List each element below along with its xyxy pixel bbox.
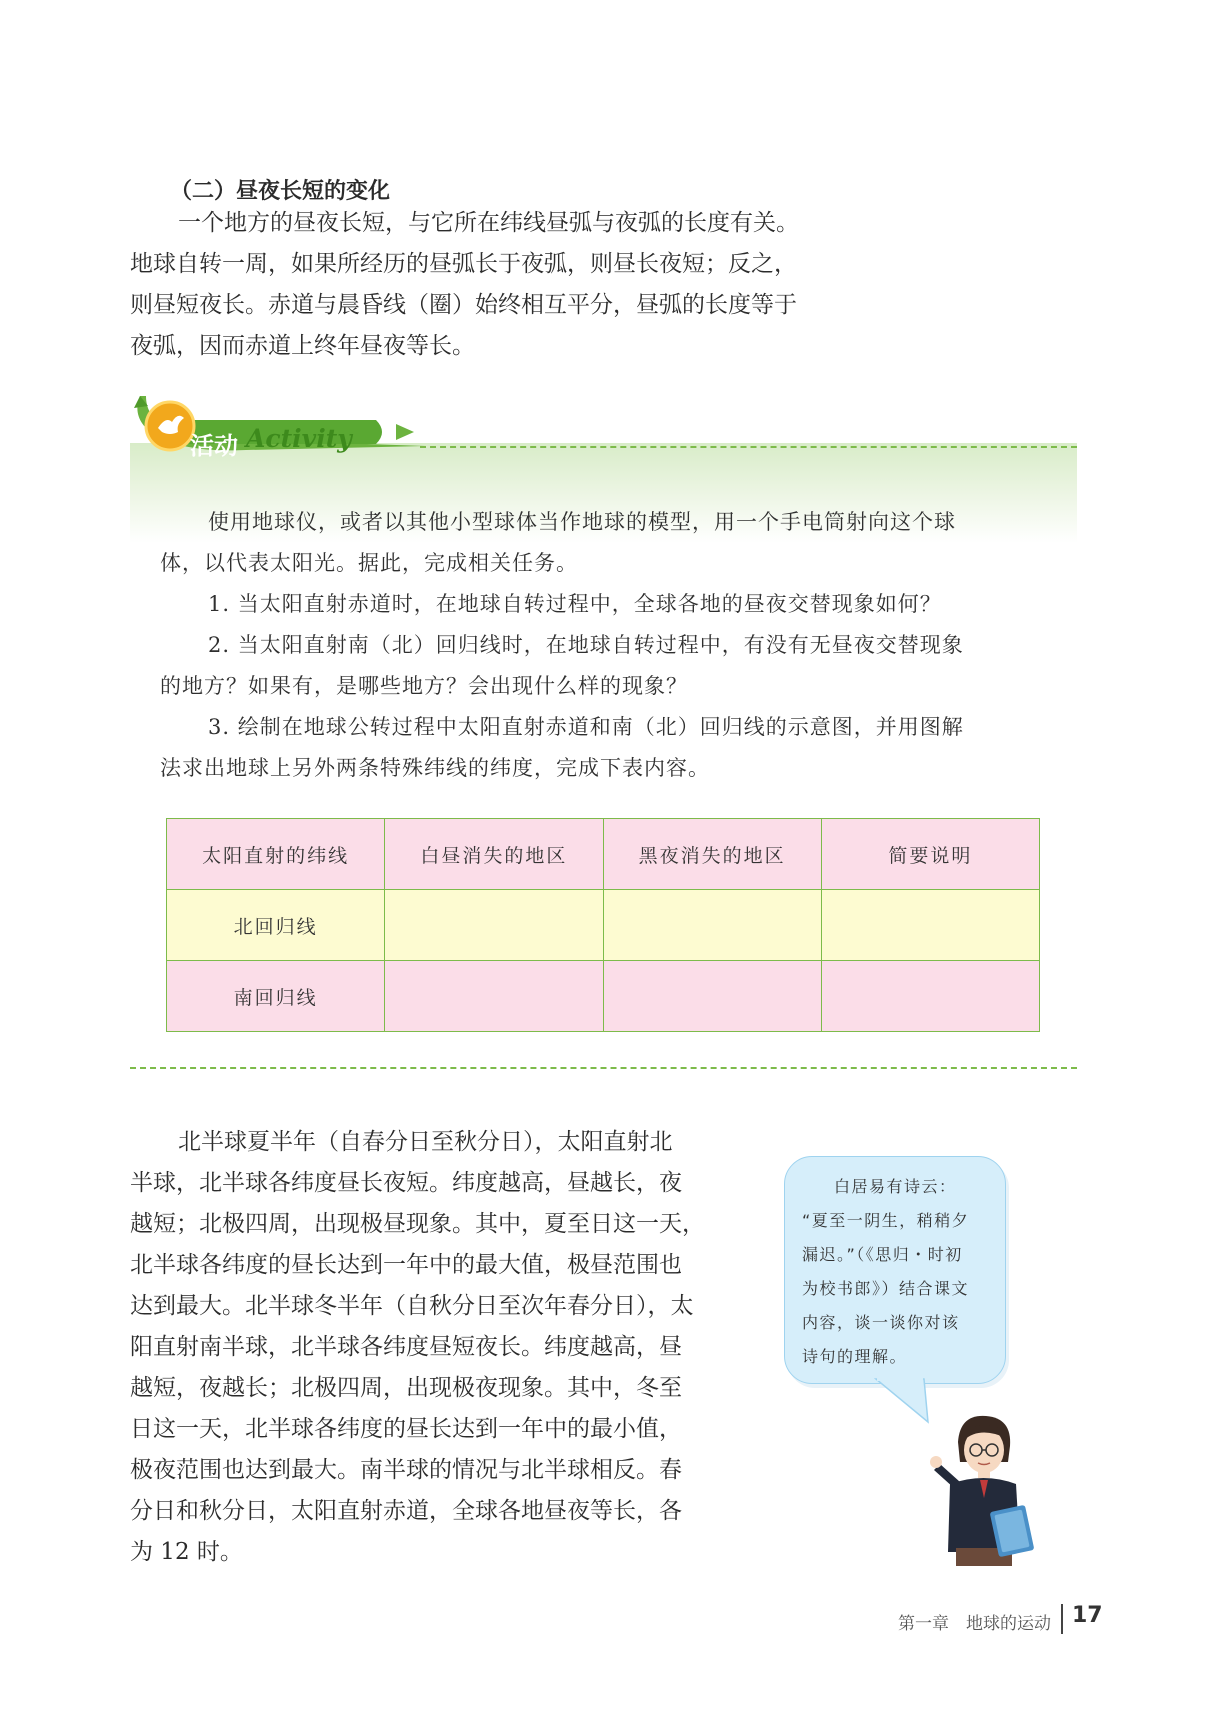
text-line: 越短；北极四周，出现极昼现象。其中，夏至日这一天， — [130, 1211, 705, 1237]
text-line: 分日和秋分日，太阳直射赤道，全球各地昼夜等长，各 — [130, 1498, 682, 1524]
activity-label-en: Activity — [246, 424, 352, 453]
chapter-title: 第一章 地球的运动 — [898, 1614, 1051, 1634]
text-line: 半球，北半球各纬度昼长夜短。纬度越高，昼越长，夜 — [130, 1170, 682, 1196]
table-cell-empty[interactable] — [821, 961, 1039, 1032]
text-line: 达到最大。北半球冬半年（自秋分日至次年春分日），太 — [130, 1293, 694, 1319]
question-3: 3. 绘制在地球公转过程中太阳直射赤道和南（北）回归线的示意图，并用图解 — [208, 715, 964, 739]
body-paragraph — [130, 1122, 740, 1573]
table-header-row — [167, 819, 1040, 890]
bubble-text — [802, 1170, 997, 1374]
activity-bottom-divider — [130, 1067, 1077, 1069]
text-line: 日这一天，北半球各纬度的昼长达到一年中的最小值， — [130, 1416, 682, 1442]
text-line: 漏迟。”（《思归・时初 — [802, 1245, 963, 1264]
text-line: 一个地方的昼夜长短，与它所在纬线昼弧与夜弧的长度有关。 — [178, 210, 799, 236]
text-line: 内容，谈一谈你对该 — [802, 1313, 960, 1332]
text-line: 白居易有诗云： — [834, 1177, 957, 1196]
text-line: 为 12 时。 — [130, 1539, 243, 1565]
student-illustration — [920, 1412, 1040, 1572]
activity-label-cn: 活动 — [190, 432, 238, 460]
text-line: 北半球各纬度的昼长达到一年中的最大值，极昼范围也 — [130, 1252, 682, 1278]
question-1: 1. 当太阳直射赤道时，在地球自转过程中，全球各地的昼夜交替现象如何？ — [208, 592, 942, 616]
section-title: （二）昼夜长短的变化 — [170, 179, 391, 204]
table-header-cell: 黑夜消失的地区 — [603, 819, 821, 890]
page-number: 17 — [1072, 1603, 1103, 1628]
text-line: 诗句的理解。 — [802, 1347, 908, 1366]
table-row-label: 北回归线 — [167, 890, 385, 961]
text-line: 阳直射南半球，北半球各纬度昼短夜长。纬度越高，昼 — [130, 1334, 682, 1360]
table-cell-empty[interactable] — [821, 890, 1039, 961]
text-line: 极夜范围也达到最大。南半球的情况与北半球相反。春 — [130, 1457, 682, 1483]
text-line: 法求出地球上另外两条特殊纬线的纬度，完成下表内容。 — [160, 756, 710, 780]
text-line: 则昼短夜长。赤道与晨昏线（圈）始终相互平分，昼弧的长度等于 — [130, 292, 797, 318]
table-row-label: 南回归线 — [167, 961, 385, 1032]
text-line: 越短，夜越长；北极四周，出现极夜现象。其中，冬至 — [130, 1375, 682, 1401]
text-line: 为校书郎》）结合课文 — [802, 1279, 970, 1298]
footer-divider — [1061, 1604, 1063, 1634]
text-line: 夜弧，因而赤道上终年昼夜等长。 — [130, 333, 475, 359]
table-header-cell: 太阳直射的纬线 — [167, 819, 385, 890]
table-cell-empty[interactable] — [603, 961, 821, 1032]
table-row — [167, 890, 1040, 961]
question-2: 2. 当太阳直射南（北）回归线时，在地球自转过程中，有没有无昼夜交替现象 — [208, 633, 964, 657]
table-cell-empty[interactable] — [603, 890, 821, 961]
activity-top-divider — [420, 446, 1077, 448]
text-line: “夏至一阴生，稍稍夕 — [802, 1211, 970, 1230]
table-cell-empty[interactable] — [385, 961, 603, 1032]
task-table — [166, 818, 1040, 1032]
arrow-icon — [396, 424, 414, 440]
text-line: 地球自转一周，如果所经历的昼弧长于夜弧，则昼长夜短；反之， — [130, 251, 797, 277]
table-cell-empty[interactable] — [385, 890, 603, 961]
text-line: 体，以代表太阳光。据此，完成相关任务。 — [160, 551, 578, 575]
table-row — [167, 961, 1040, 1032]
table-header-cell: 白昼消失的地区 — [385, 819, 603, 890]
text-line: 使用地球仪，或者以其他小型球体当作地球的模型，用一个手电筒射向这个球 — [208, 510, 956, 534]
text-line: 北半球夏半年（自春分日至秋分日），太阳直射北 — [178, 1129, 673, 1155]
activity-text — [160, 502, 1050, 789]
table-header-cell: 简要说明 — [821, 819, 1039, 890]
text-line: 的地方？如果有，是哪些地方？会出现什么样的现象？ — [160, 674, 688, 698]
intro-paragraph — [130, 203, 840, 367]
